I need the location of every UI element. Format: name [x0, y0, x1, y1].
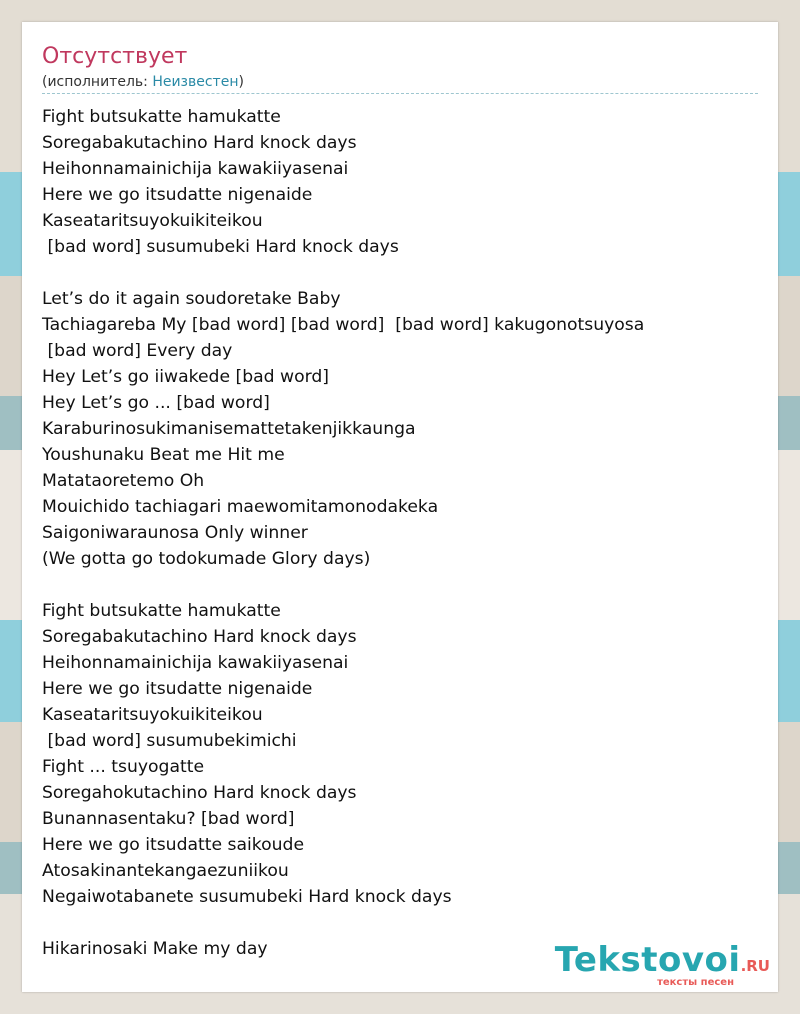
lyric-line: Let’s do it again soudoretake Baby: [42, 289, 341, 309]
lyric-line: Negaiwotabanete susumubeki Hard knock days: [42, 887, 452, 907]
lyric-line: Hey Let’s go ... [bad word]: [42, 393, 270, 413]
artist-link[interactable]: Неизвестен: [152, 74, 239, 90]
lyric-line: Fight ... tsuyogatte: [42, 757, 205, 777]
lyric-line: Mouichido tachiagari maewomitamonodakeka: [42, 497, 439, 517]
lyric-line: Matataoretemo Oh: [42, 471, 205, 491]
lyric-line: Here we go itsudatte nigenaide: [42, 679, 313, 699]
lyric-line: Heihonnamainichija kawakiiyasenai: [42, 159, 349, 179]
artist-line: [42, 72, 244, 92]
lyric-line: Heihonnamainichija kawakiiyasenai: [42, 653, 349, 673]
lyric-line: [bad word] Every day: [42, 341, 233, 361]
lyric-line: Kaseataritsuyokuikiteikou: [42, 705, 263, 725]
lyric-line: Saigoniwaraunosa Only winner: [42, 523, 308, 543]
artist-prefix: (исполнитель:: [42, 74, 153, 90]
lyric-line: [bad word] susumubekimichi: [42, 731, 297, 751]
lyric-line: Kaseataritsuyokuikiteikou: [42, 211, 263, 231]
lyric-line: [42, 910, 758, 936]
lyric-line: Fight butsukatte hamukatte: [42, 601, 281, 621]
song-title: Отсутствует: [42, 44, 188, 69]
title-divider: [42, 93, 758, 94]
lyric-line: Tachiagareba My [bad word] [bad word] [bad word] kakugonotsuyosa: [42, 315, 645, 335]
logo-name: Tekstovoi: [554, 940, 741, 980]
lyric-line: Atosakinantekangaezuniikou: [42, 861, 289, 881]
artist-suffix: ): [238, 74, 244, 90]
lyric-line: Hey Let’s go iiwakede [bad word]: [42, 367, 329, 387]
lyric-line: Hikarinosaki Make my day: [42, 939, 268, 959]
lyrics-page: [22, 22, 778, 992]
lyric-line: Soregahokutachino Hard knock days: [42, 783, 357, 803]
lyric-line: (We gotta go todokumade Glory days): [42, 549, 371, 569]
lyric-line: Here we go itsudatte nigenaide: [42, 185, 313, 205]
lyrics-text: [42, 104, 758, 962]
lyric-line: Karaburinosukimanisemattetakenjikkaunga: [42, 419, 416, 439]
lyric-line: Here we go itsudatte saikoude: [42, 835, 305, 855]
logo-tld: .RU: [740, 957, 770, 975]
lyric-line: Soregabakutachino Hard knock days: [42, 133, 357, 153]
lyric-line: Fight butsukatte hamukatte: [42, 107, 281, 127]
lyric-line: Soregabakutachino Hard knock days: [42, 627, 357, 647]
lyric-line: Youshunaku Beat me Hit me: [42, 445, 285, 465]
lyric-line: [42, 572, 758, 598]
lyric-line: [bad word] susumubeki Hard knock days: [42, 237, 399, 257]
logo-tagline: тексты песен: [657, 977, 734, 988]
lyric-line: Bunannasentaku? [bad word]: [42, 809, 295, 829]
lyric-line: [42, 260, 758, 286]
site-logo[interactable]: [554, 940, 770, 988]
